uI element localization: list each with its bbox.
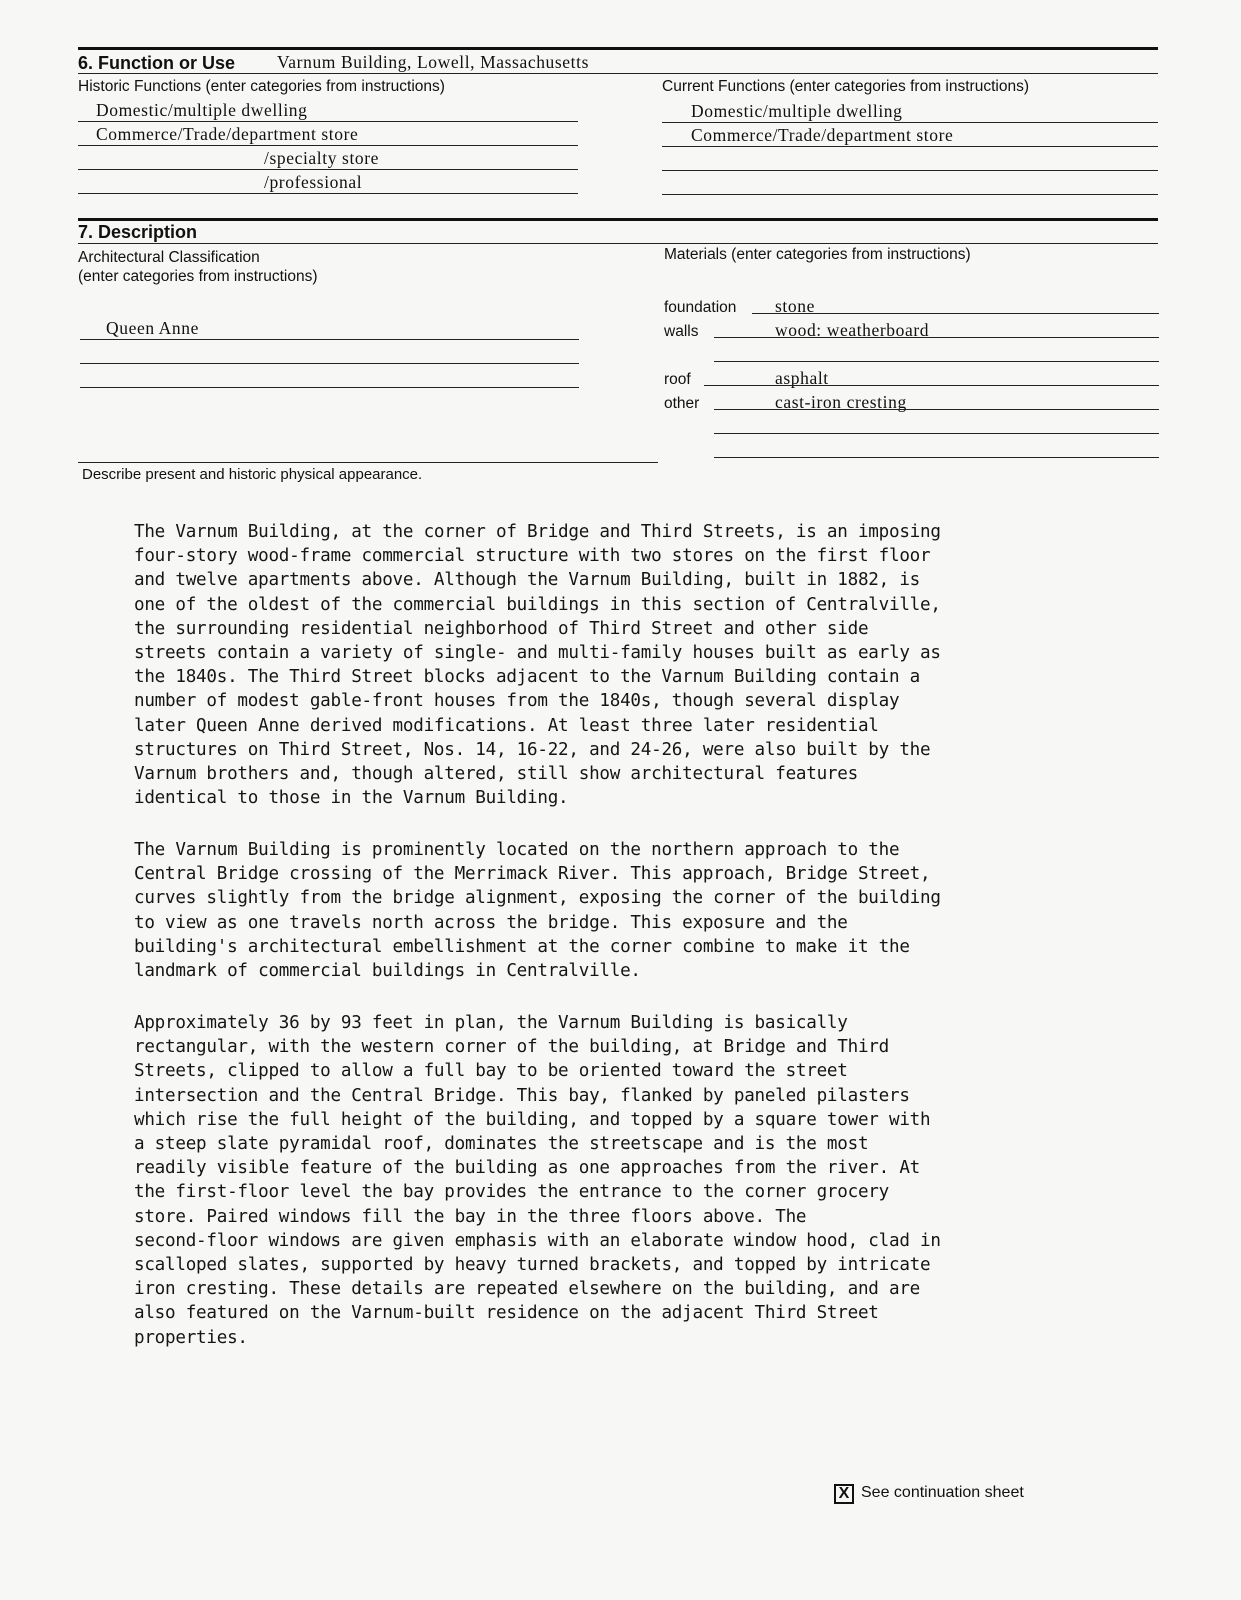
other-line-3 — [714, 457, 1159, 458]
continuation-label: See continuation sheet — [861, 1484, 1024, 1501]
arch-line-2 — [80, 363, 579, 364]
historic-functions-label: Historic Functions (enter categories from instructions) — [78, 78, 445, 95]
arch-line-3 — [80, 387, 579, 388]
section7-top-rule — [78, 218, 1158, 221]
historic-function-3: /specialty store — [264, 148, 380, 168]
arch-classification-sublabel: (enter categories from instructions) — [78, 268, 318, 285]
section6-title: 6. Function or Use — [78, 53, 236, 73]
roof-label: roof — [664, 371, 691, 388]
walls-line-2 — [714, 361, 1159, 362]
current-function-1: Domestic/multiple dwelling — [691, 101, 903, 121]
historic-function-1: Domestic/multiple dwelling — [96, 100, 308, 120]
other-line-2 — [714, 433, 1159, 434]
arch-classification-value: Queen Anne — [106, 318, 199, 338]
section6-top-rule — [78, 47, 1158, 50]
property-name: Varnum Building, Lowell, Massachusetts — [277, 52, 590, 72]
section6-title-rule — [78, 73, 1158, 74]
continuation-checkbox[interactable]: X — [834, 1484, 854, 1504]
current-line-1 — [662, 122, 1158, 123]
historic-line-2 — [78, 145, 578, 146]
describe-rule — [78, 462, 658, 463]
foundation-label: foundation — [664, 299, 737, 316]
other-value: cast-iron cresting — [775, 392, 907, 412]
describe-label: Describe present and historic physical appearance. — [82, 466, 423, 483]
historic-function-4: /professional — [264, 172, 363, 192]
roof-line — [704, 385, 1159, 386]
arch-line-1 — [80, 339, 579, 340]
other-label: other — [664, 395, 700, 412]
foundation-line — [752, 313, 1159, 314]
description-paragraph-1: The Varnum Building, at the corner of Bridge and Third Streets, is an imposing four-story wood-frame commercial structure with two stores on the first floor and twelve apartments above. Although the Varnum Building, built in 1882, is one of the oldest of the commercial buildings in this section of Centralville, the surrounding residential neighborhood of Third Street and other side streets contain a variety of single- and multi-family houses built as early as the 1840s. The Third Street blocks adjacent to the Varnum Building contain a number of modest gable-front houses from the 1840s, though several display later Queen Anne derived modifications. At least three later residential structures on Third Street, Nos. 14, 16-22, and 24-26, were also built by the Varnum brothers and, though altered, still show architectural features identical to those in the Varnum Building. — [134, 522, 941, 809]
historic-line-1 — [78, 121, 578, 122]
historic-line-4 — [78, 193, 578, 194]
historic-function-2: Commerce/Trade/department store — [96, 124, 359, 144]
walls-value: wood: weatherboard — [775, 320, 930, 340]
current-line-2 — [662, 146, 1158, 147]
current-line-3 — [662, 170, 1158, 171]
materials-label: Materials (enter categories from instructions) — [664, 246, 971, 263]
historic-line-3 — [78, 169, 578, 170]
description-paragraph-3: Approximately 36 by 93 feet in plan, the Varnum Building is basically rectangular, with the western corner of the building, at Bridge and Third Streets, clipped to allow a full bay to be oriented toward the street intersection and the Central Bridge. This bay, flanked by paneled pilasters which rise the full height of the building, and topped by a square tower with a steep slate pyramidal roof, dominates the streetscape and is the most readily visible feature of the building as one approaches from the river. At the first-floor level the bay provides the entrance to the corner grocery store. Paired windows fill the bay in the three floors above. The second-floor windows are given emphasis with an elaborate window hood, clad in scalloped slates, supported by heavy turned brackets, and topped by intricate iron cresting. These details are repeated elsewhere on the building, and are also featured on the Varnum-built residence on the adjacent Third Street properties. — [134, 1013, 941, 1348]
foundation-value: stone — [775, 296, 815, 316]
walls-line — [714, 337, 1159, 338]
current-function-2: Commerce/Trade/department store — [691, 125, 954, 145]
section7-title-rule — [78, 243, 1158, 244]
arch-classification-label: Architectural Classification — [78, 249, 260, 266]
section7-title: 7. Description — [78, 222, 198, 242]
walls-label: walls — [664, 323, 699, 340]
roof-value: asphalt — [775, 368, 829, 388]
current-functions-label: Current Functions (enter categories from instructions) — [662, 78, 1029, 95]
other-line — [714, 409, 1159, 410]
current-line-4 — [662, 194, 1158, 195]
description-paragraph-2: The Varnum Building is prominently located on the northern approach to the Central Bridge crossing of the Merrimack River. This approach, Bridge Street, curves slightly from the bridge alignment, exposing the corner of the building to view as one travels north across the bridge. This exposure and the building's architectural embellishment at the corner combine to make it the landmark of commercial buildings in Centralville. — [134, 840, 941, 982]
